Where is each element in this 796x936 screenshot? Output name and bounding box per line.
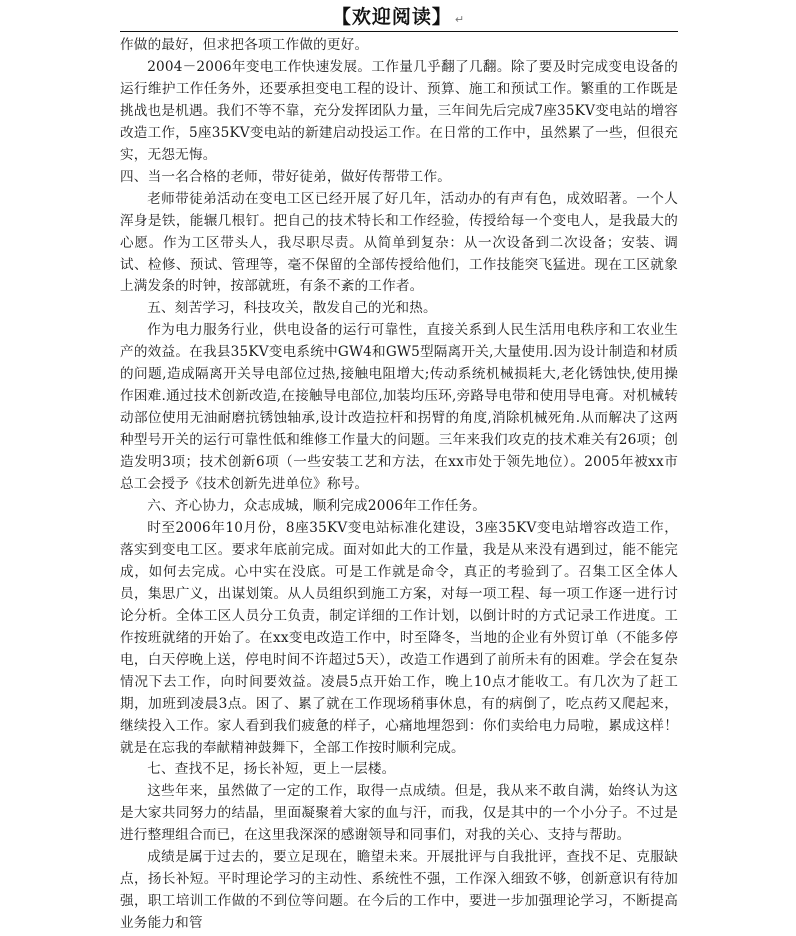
document-body [120,35,678,935]
paragraph-2006-tasks: 时至2006年10月份，8座35KV变电站标准化建设，3座35KV变电站增容改造工作，落实到变电工区。要求年底前完成。面对如此大的工作量，我是从来没有遇到过，能不能完成，如何去完成。心中实在没底。可是工作就是命令，真正的考验到了。召集工区全体人员，集思广义，出谋划策。从人员组织到施工方案，对每一项工程、每一项工作逐一进行讨论分析。全体工区人员分工负责，制定详细的工作计划，以倒计时的方式记录工作进度。工作按班就绪的开始了。在xx变电改造工作中，时至降冬，当地的企业有外贸订单（不能多停电，白天停晚上送，停电时间不许超过5天），改造工作遇到了前所未有的困难。学会在复杂情况下去工作，向时间要效益。凌晨5点开始工作，晚上10点才能收工。有几次为了赶工期，加班到凌晨3点。困了、累了就在工作现场稍事休息，有的病倒了，吃点药又爬起来，继续投入工作。家人看到我们疲惫的样子，心痛地埋怨到：你们卖给电力局啦，累成这样！就是在忘我的奉献精神鼓舞下，全部工作按时顺利完成。 [120,519,678,756]
section-heading-4: 四、当一名合格的老师，带好徒弟，做好传帮带工作。 [120,168,452,185]
paragraph-2004-2006: 2004－2006年变电工作快速发展。工作量几乎翻了几翻。除了要及时完成变电设备的运行维护工作任务外，还要承担变电工程的设计、预算、施工和预试工作。繁重的工作既是挑战也是机遇。我们不等不靠，充分发挥团队力量，三年间先后完成7座35KV变电站的增容改造工作，5座35KV变电站的新建启动投运工作。在日常的工作中，虽然累了一些，但很充实，无怨无悔。 [120,58,678,163]
header-divider [120,31,678,32]
page-header [0,0,796,30]
section-heading-6: 六、齐心协力，众志成城，顺利完成2006年工作任务。 [147,498,487,515]
paragraph-continuation: 作做的最好，但求把各项工作做的更好。 [120,37,369,53]
section-heading-5: 五、刻苦学习，科技攻关，散发自己的光和热。 [147,300,437,317]
paragraph-technology: 作为电力服务行业，供电设备的运行可靠性，直接关系到人民生活用电秩序和工农业生产的效益。在我县35KV变电系统中GW4和GW5型隔离开关,大量使用.因为设计制造和材质的问题,造成隔离开关导电部位过热,接触电阻增大;传动系统机械损耗大,老化锈蚀快,使用操作困难.通过技术创新改造,在接触导电部位,加装均压环,旁路导电带和使用导电膏。对机械转动部位使用无油耐磨抗锈蚀轴承,设计改造拉杆和拐臂的角度,消除机械死角.从而解决了这两种型号开关的运行可靠性低和维修工作量大的问题。三年来我们攻克的技术难关有26项；创造发明3项；技术创新6项（一些安装工艺和方法，在xx市处于领先地位）。2005年被xx市总工会授予《技术创新先进单位》称号。 [120,322,678,493]
paragraph-future: 成绩是属于过去的，要立足现在，瞻望未来。开展批评与自我批评，查找不足、克服缺点，扬长补短。平时理论学习的主动性、系统性不强，工作深入细致不够，创新意识有待加强，职工培训工作做的不到位等问题。在今后的工作中，要进一步加强理论学习，不断提高业务能力和管 [120,849,678,932]
paragraph-mark-icon: ↵ [454,13,465,26]
document-title: 【欢迎阅读】 [331,6,452,28]
paragraph-mentoring: 老师带徒弟活动在变电工区已经开展了好几年，活动办的有声有色，成效昭著。一个人浑身是铁，能辗几根钉。把自己的技术特长和工作经验，传授给每一个变电人，是我最大的心愿。作为工区带头人，我尽职尽责。从简单到复杂：从一次设备到二次设备；安装、调试、检修、预试、管理等，毫不保留的全部传授给他们，工作技能突飞猛进。现在工区就象上满发条的时钟，按部就班，有条不紊的工作者。 [120,190,678,295]
paragraph-gratitude: 这些年来，虽然做了一定的工作，取得一点成绩。但是，我从来不敢自满，始终认为这是大家共同努力的结晶，里面凝聚着大家的血与汗，而我，仅是其中的一个小分子。不过是进行整理组合而已，在这里我深深的感谢领导和同事们，对我的关心、支持与帮助。 [120,783,678,844]
section-heading-7: 七、查找不足，扬长补短，更上一层楼。 [147,761,396,778]
